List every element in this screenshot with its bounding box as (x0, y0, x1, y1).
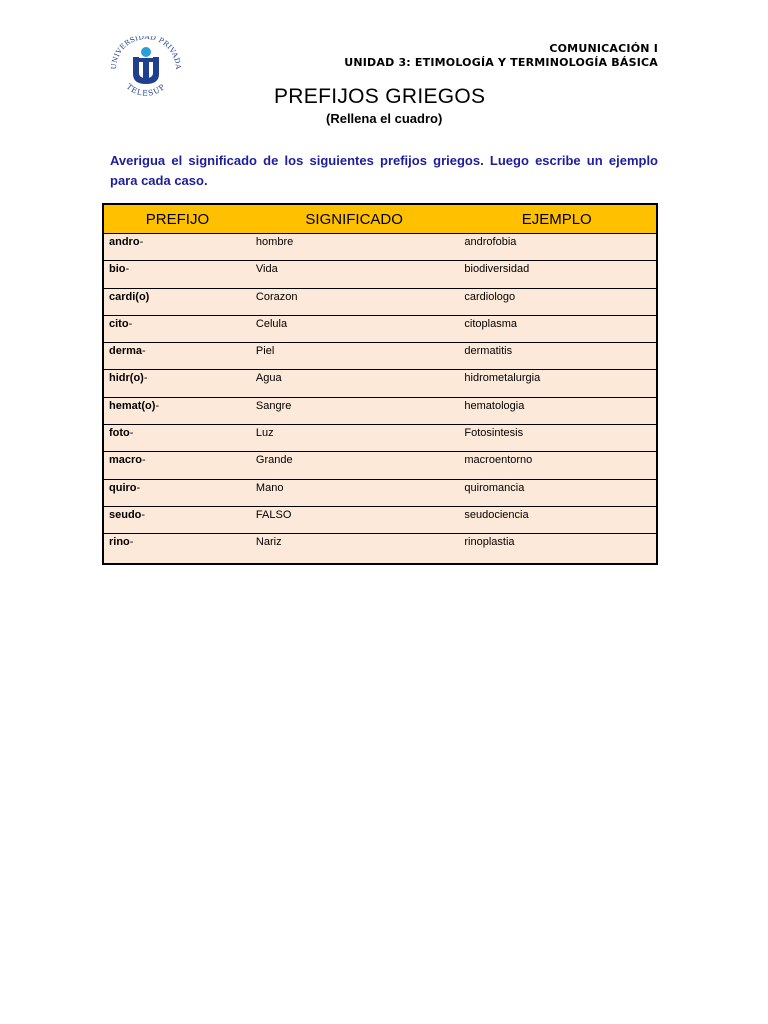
prefix-text: cito (109, 317, 129, 330)
meaning-cell: Agua (255, 372, 282, 385)
table-row (104, 452, 656, 479)
example-cell: cardiologo (464, 290, 516, 303)
prefix-cell (104, 534, 256, 563)
prefix-cell (104, 370, 256, 396)
table-row (104, 234, 656, 261)
column-header-significado: SIGNIFICADO (305, 210, 403, 228)
prefix-cell (104, 234, 256, 260)
prefix-dash: - (129, 427, 134, 440)
prefix-text: hidr(o) (109, 372, 144, 385)
example-cell: seudociencia (464, 508, 529, 521)
meaning-cell: Luz (255, 427, 274, 440)
meaning-cell: Mano (255, 481, 284, 494)
logo-arc-top: UNIVERSIDAD PRIVADA (109, 36, 183, 70)
example-cell: biodiversidad (464, 263, 530, 276)
example-cell: quiromancia (464, 481, 525, 494)
prefix-cell (104, 425, 256, 451)
prefix-text: cardi(o) (109, 290, 150, 303)
prefix-text: rino (109, 536, 130, 549)
prefix-cell (104, 452, 256, 478)
meaning-cell: Vida (255, 263, 278, 276)
prefix-text: quiro (109, 481, 137, 494)
example-cell: androfobia (464, 236, 517, 248)
table-row (104, 507, 656, 534)
prefix-text: derma (109, 345, 143, 358)
table-row (104, 289, 656, 316)
meaning-cell: Piel (255, 345, 275, 358)
example-cell: Fotosintesis (464, 427, 524, 440)
meaning-cell: Grande (255, 454, 293, 467)
prefix-cell (104, 507, 256, 533)
example-cell: hematologia (464, 399, 525, 412)
prefix-text: foto (109, 427, 130, 440)
unit-title: UNIDAD 3: ETIMOLOGÍA Y TERMINOLOGÍA BÁSICA (344, 56, 658, 69)
prefix-dash: - (128, 317, 133, 330)
table-header-row (104, 205, 656, 234)
table-row (104, 480, 656, 507)
prefix-dash: - (142, 345, 146, 358)
prefix-cell (104, 289, 256, 315)
example-cell: citoplasma (464, 317, 517, 330)
prefix-cell (104, 261, 256, 287)
table-body (104, 234, 656, 563)
table-row (104, 261, 656, 288)
column-header-ejemplo: EJEMPLO (521, 210, 592, 228)
meaning-cell: Sangre (255, 399, 292, 412)
logo-arc-bottom: TELESUP (124, 81, 168, 98)
page-subtitle: (Rellena el cuadro) (326, 111, 443, 126)
prefix-text: andro (109, 236, 140, 248)
table-row (104, 343, 656, 370)
prefix-dash: - (125, 263, 130, 276)
example-cell: dermatitis (464, 345, 513, 358)
meaning-cell: hombre (255, 236, 294, 248)
svg-text:TELESUP (125, 82, 168, 98)
prefix-cell (104, 480, 256, 506)
example-cell: rinoplastia (464, 536, 515, 549)
prefix-dash: - (129, 536, 134, 549)
prefix-text: bio (109, 263, 126, 276)
example-cell: hidrometalurgia (464, 372, 541, 385)
prefix-dash: - (142, 454, 146, 467)
prefix-dash: - (139, 236, 144, 248)
column-header-prefijo: PREFIJO (145, 210, 210, 228)
prefix-cell (104, 343, 256, 369)
prefix-dash: - (155, 399, 160, 412)
meaning-cell: FALSO (255, 508, 292, 521)
table-row (104, 398, 656, 425)
meaning-cell: Nariz (255, 536, 282, 549)
page-title: PREFIJOS GRIEGOS (274, 85, 486, 108)
prefix-dash: - (143, 372, 148, 385)
table-row (104, 370, 656, 397)
prefix-text: seudo (109, 508, 142, 521)
prefixes-table (102, 203, 658, 565)
instructions-text: Averigua el significado de los siguientes prefijos griegos. Luego escribe un ejemplo para cada caso. (110, 153, 658, 188)
prefix-dash: - (136, 481, 141, 494)
table-row (104, 534, 656, 563)
prefix-text: hemat(o) (109, 399, 156, 412)
course-name: COMUNICACIÓN I (549, 42, 658, 55)
table-row (104, 425, 656, 452)
university-logo (106, 36, 186, 102)
meaning-cell: Corazon (255, 290, 298, 303)
meaning-cell: Celula (255, 317, 288, 330)
table-row (104, 316, 656, 343)
prefix-cell (104, 398, 256, 424)
prefix-text: macro (109, 454, 143, 467)
example-cell: macroentorno (464, 454, 533, 467)
prefix-dash: - (141, 508, 146, 521)
prefix-cell (104, 316, 256, 342)
